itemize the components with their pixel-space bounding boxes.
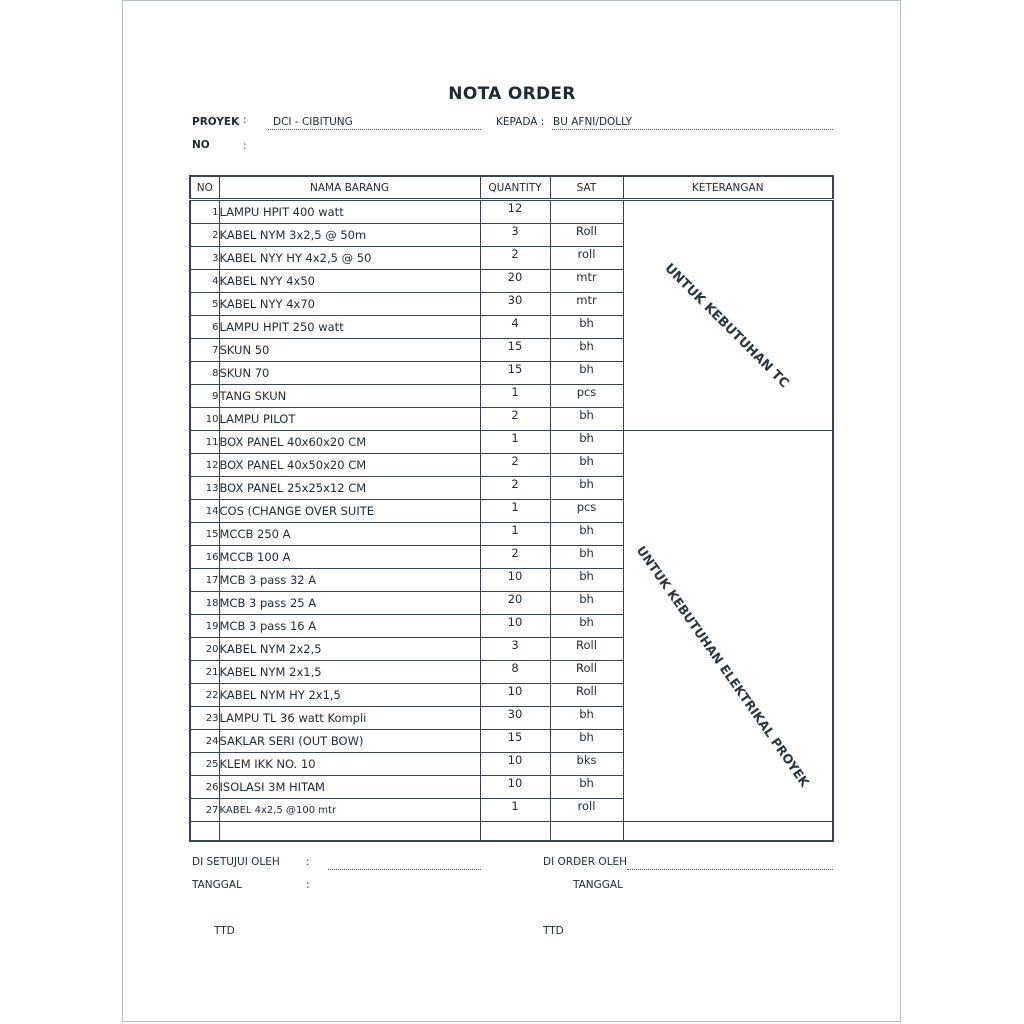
row-unit: bh [550, 316, 623, 339]
row-number: 2 [190, 224, 219, 247]
no-label: NO [192, 139, 210, 151]
row-number: 14 [190, 500, 219, 523]
keterangan-cell-elektrikal [623, 431, 833, 822]
row-item-name: LAMPU HPIT 250 watt [219, 316, 480, 339]
row-number: 21 [190, 661, 219, 684]
row-number: 13 [190, 477, 219, 500]
tanggal-left-separator: : [306, 879, 310, 891]
row-quantity: 2 [480, 247, 550, 270]
row-number: 24 [190, 730, 219, 753]
row-quantity: 2 [480, 454, 550, 477]
diorder-dotted-line [627, 869, 833, 870]
row-unit [550, 200, 623, 224]
row-number: 15 [190, 523, 219, 546]
kepada-value: BU AFNI/DOLLY [553, 116, 633, 128]
row-number: 7 [190, 339, 219, 362]
disetujui-separator: : [306, 856, 310, 868]
row-quantity: 10 [480, 684, 550, 707]
row-number: 9 [190, 385, 219, 408]
row-unit: bh [550, 615, 623, 638]
row-unit: pcs [550, 500, 623, 523]
row-item-name: SKUN 70 [219, 362, 480, 385]
row-quantity: 3 [480, 224, 550, 247]
row-unit: bh [550, 454, 623, 477]
row-item-name: MCB 3 pass 25 A [219, 592, 480, 615]
row-item-name: BOX PANEL 40x60x20 CM [219, 431, 480, 454]
row-number: 3 [190, 247, 219, 270]
order-table [189, 175, 834, 842]
row-quantity: 4 [480, 316, 550, 339]
row-item-name: LAMPU PILOT [219, 408, 480, 431]
row-number: 12 [190, 454, 219, 477]
row-quantity: 10 [480, 776, 550, 799]
row-unit: pcs [550, 385, 623, 408]
row-number: 25 [190, 753, 219, 776]
row-item-name: KLEM IKK NO. 10 [219, 753, 480, 776]
proyek-separator: : [243, 114, 247, 126]
proyek-dotted-line [268, 129, 481, 130]
row-unit: Roll [550, 224, 623, 247]
row-number: 8 [190, 362, 219, 385]
row-quantity: 30 [480, 293, 550, 316]
row-quantity: 2 [480, 477, 550, 500]
row-item-name: KABEL NYY 4x70 [219, 293, 480, 316]
row-number: 27 [190, 799, 219, 822]
row-item-name: ISOLASI 3M HITAM [219, 776, 480, 799]
row-number: 6 [190, 316, 219, 339]
row-quantity: 1 [480, 385, 550, 408]
table-header-row [190, 176, 833, 200]
keterangan-text-tc: UNTUK KEBUTUHAN TC [660, 261, 792, 392]
row-quantity: 10 [480, 615, 550, 638]
row-quantity: 1 [480, 500, 550, 523]
empty-cell [623, 822, 833, 842]
row-quantity: 2 [480, 546, 550, 569]
row-unit: bh [550, 546, 623, 569]
row-number: 17 [190, 569, 219, 592]
column-header-no: NO [190, 176, 219, 200]
row-item-name: KABEL NYY HY 4x2,5 @ 50 [219, 247, 480, 270]
row-item-name: LAMPU TL 36 watt Kompli [219, 707, 480, 730]
row-unit: mtr [550, 270, 623, 293]
row-number: 22 [190, 684, 219, 707]
row-unit: mtr [550, 293, 623, 316]
row-quantity: 3 [480, 638, 550, 661]
row-number: 20 [190, 638, 219, 661]
row-number: 16 [190, 546, 219, 569]
row-item-name: COS (CHANGE OVER SUITE [219, 500, 480, 523]
diorder-label: DI ORDER OLEH [543, 856, 628, 868]
keterangan-cell-tc [623, 200, 833, 431]
row-quantity: 1 [480, 523, 550, 546]
row-quantity: 30 [480, 707, 550, 730]
row-number: 18 [190, 592, 219, 615]
row-item-name: MCB 3 pass 16 A [219, 615, 480, 638]
row-unit: bh [550, 730, 623, 753]
empty-cell [219, 822, 480, 842]
row-unit: bh [550, 523, 623, 546]
empty-cell [550, 822, 623, 842]
row-item-name: TANG SKUN [219, 385, 480, 408]
row-unit: Roll [550, 661, 623, 684]
row-quantity: 20 [480, 270, 550, 293]
row-quantity: 1 [480, 799, 550, 822]
column-header-quantity: QUANTITY [480, 176, 550, 200]
row-item-name: KABEL NYM 2x2,5 [219, 638, 480, 661]
ttd-left: TTD [214, 925, 235, 937]
row-quantity: 20 [480, 592, 550, 615]
row-quantity: 12 [480, 200, 550, 224]
disetujui-dotted-line [328, 869, 481, 870]
disetujui-label: DI SETUJUI OLEH [192, 856, 280, 868]
row-quantity: 8 [480, 661, 550, 684]
row-item-name: BOX PANEL 25x25x12 CM [219, 477, 480, 500]
empty-cell [190, 822, 219, 842]
column-header-nama-barang: NAMA BARANG [219, 176, 480, 200]
row-number: 11 [190, 431, 219, 454]
row-unit: Roll [550, 638, 623, 661]
row-item-name: KABEL NYY 4x50 [219, 270, 480, 293]
row-quantity: 15 [480, 362, 550, 385]
row-unit: roll [550, 247, 623, 270]
row-unit: roll [550, 799, 623, 822]
page-title: NOTA ORDER [448, 84, 576, 104]
row-unit: bh [550, 339, 623, 362]
row-quantity: 15 [480, 730, 550, 753]
row-quantity: 1 [480, 431, 550, 454]
kepada-dotted-line [552, 129, 833, 130]
row-unit: bh [550, 477, 623, 500]
column-header-keterangan: KETERANGAN [623, 176, 833, 200]
row-unit: bh [550, 776, 623, 799]
proyek-label: PROYEK [192, 116, 240, 128]
row-number: 26 [190, 776, 219, 799]
row-item-name: MCB 3 pass 32 A [219, 569, 480, 592]
column-header-sat: SAT [550, 176, 623, 200]
ttd-right: TTD [543, 925, 564, 937]
row-item-name: SAKLAR SERI (OUT BOW) [219, 730, 480, 753]
row-unit: bh [550, 362, 623, 385]
row-quantity: 10 [480, 569, 550, 592]
keterangan-text-elektrikal: UNTUK KEBUTUHAN ELEKTRIKAL PROYEK [633, 543, 813, 790]
row-unit: bh [550, 592, 623, 615]
row-item-name: KABEL NYM HY 2x1,5 [219, 684, 480, 707]
table-row [190, 431, 833, 454]
row-item-name: KABEL NYM 2x1,5 [219, 661, 480, 684]
row-unit: bh [550, 569, 623, 592]
row-unit: bks [550, 753, 623, 776]
row-number: 19 [190, 615, 219, 638]
row-unit: bh [550, 431, 623, 454]
no-separator: : [243, 140, 247, 152]
row-quantity: 10 [480, 753, 550, 776]
row-quantity: 15 [480, 339, 550, 362]
row-item-name: MCCB 250 A [219, 523, 480, 546]
row-number: 1 [190, 200, 219, 224]
table-row [190, 200, 833, 224]
table-body [190, 200, 833, 842]
row-number: 23 [190, 707, 219, 730]
empty-cell [480, 822, 550, 842]
row-number: 10 [190, 408, 219, 431]
row-item-name: KABEL NYM 3x2,5 @ 50m [219, 224, 480, 247]
kepada-label: KEPADA : [496, 116, 545, 128]
row-item-name: BOX PANEL 40x50x20 CM [219, 454, 480, 477]
row-number: 5 [190, 293, 219, 316]
tanggal-right-label: TANGGAL [573, 879, 623, 891]
table-row-empty [190, 822, 833, 842]
row-unit: Roll [550, 684, 623, 707]
proyek-value: DCI - CIBITUNG [273, 116, 353, 128]
row-unit: bh [550, 707, 623, 730]
row-quantity: 2 [480, 408, 550, 431]
row-item-name: SKUN 50 [219, 339, 480, 362]
row-item-name: LAMPU HPIT 400 watt [219, 200, 480, 224]
tanggal-left-label: TANGGAL [192, 879, 242, 891]
row-item-name: KABEL 4x2,5 @100 mtr [219, 799, 480, 822]
row-unit: bh [550, 408, 623, 431]
row-number: 4 [190, 270, 219, 293]
row-item-name: MCCB 100 A [219, 546, 480, 569]
